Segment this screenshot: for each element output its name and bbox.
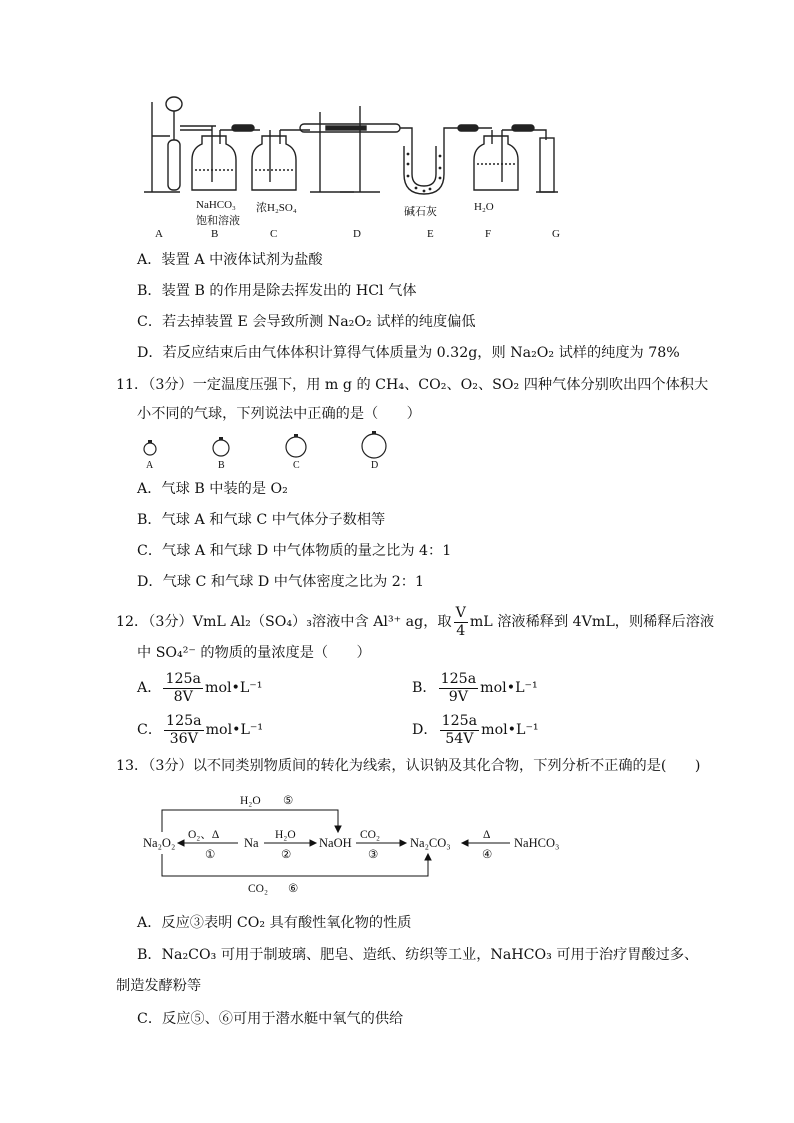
q12-option-d-num: 125a [441,712,478,729]
apparatus-label-d: D [353,228,361,240]
q12-option-a-den: 8V [173,688,193,705]
scheme-nahco3: NaHCO₃ [514,836,560,850]
q12-stem-line2: 中 SO₄²⁻ 的物质的量浓度是（ ） [137,645,371,661]
balloon-label-d: D [371,460,379,471]
balloon-label-b: B [218,460,225,471]
r5-number: ⑤ [283,795,294,807]
r6-number: ⑥ [288,883,299,895]
reaction-scheme [138,792,578,896]
q12-option-b-fraction [439,671,479,706]
reagent-c-label: 浓H₂SO₄ [256,202,297,214]
scheme-naoh: NaOH [319,836,352,850]
q10-option-d: D．若反应结束后由气体体积计算得气体质量为 0.32g，则 Na₂O₂ 试样的纯度为 78% [137,345,680,361]
q12-frac-den: 4 [456,622,466,639]
q12-option-c [137,710,263,750]
q12-option-b-letter: B． [412,680,437,696]
q12-option-b-unit: mol•L⁻¹ [480,680,538,696]
q12-option-d-den: 54V [445,730,474,747]
q12-option-a [137,668,262,708]
q12-stem-part1: 12．（3分）VmL Al₂（SO₄）₃溶液中含 Al³⁺ ag，取 [116,614,452,630]
q12-option-b-den: 9V [448,688,469,705]
apparatus-figure [140,92,570,200]
apparatus-label-b: B [211,228,219,240]
r6-condition: CO₂ [248,883,268,895]
r4-condition: Δ [483,829,491,841]
q12-option-d [412,710,539,750]
q11-option-c: C．气球 A 和气球 D 中气体物质的量之比为 4：1 [137,543,452,559]
scheme-na2co3: Na₂CO₃ [410,836,451,850]
q12-stem-fraction [454,605,468,640]
q12-option-b [412,668,538,708]
reagent-b-label-2: 饱和溶液 [196,215,240,227]
q13-option-c: C．反应⑤、⑥可用于潜水艇中氧气的供给 [137,1011,404,1027]
r1-condition: O₂、Δ [188,829,220,841]
scheme-na2o2: Na₂O₂ [143,836,176,850]
r1-number: ① [205,849,216,861]
q13-option-b-cont: 制造发酵粉等 [116,978,202,994]
apparatus-label-c: C [270,228,278,240]
q13-option-a: A．反应③表明 CO₂ 具有酸性氧化物的性质 [137,915,412,931]
balloon-figure [138,430,388,462]
q12-option-a-letter: A． [137,680,162,696]
q12-option-c-den: 36V [169,730,198,747]
q12-option-c-fraction [164,713,204,748]
q12-option-d-fraction [440,713,480,748]
q12-frac-num: V [455,604,466,621]
q12-option-d-unit: mol•L⁻¹ [481,722,539,738]
apparatus-label-a: A [155,228,163,240]
reagent-b-label: NaHCO₃ [196,199,236,211]
q13-stem: 13．（3分）以不同类别物质间的转化为线索，认识钠及其化合物，下列分析不正确的是( ) [116,758,701,774]
balloon-label-c: C [293,460,300,471]
apparatus-label-e: E [427,228,434,240]
q10-option-b: B．装置 B 的作用是除去挥发出的 HCl 气体 [137,283,417,299]
q12-option-a-num: 125a [165,670,201,687]
r5-condition: H₂O [240,795,261,807]
q12-option-c-unit: mol•L⁻¹ [205,722,264,738]
q12-option-c-num: 125a [166,712,202,729]
q11-stem-line2: 小不同的气球，下列说法中正确的是（ ） [137,406,421,422]
reagent-f-label: H₂O [474,201,494,213]
q13-option-b: B．Na₂CO₃ 可用于制玻璃、肥皂、造纸、纺织等工业，NaHCO₃ 可用于治疗胃酸过多、 [137,947,699,963]
apparatus-label-f: F [485,228,492,240]
q11-option-b: B．气球 A 和气球 C 中气体分子数相等 [137,512,386,528]
r3-condition: CO₂ [360,829,380,841]
balloon-label-a: A [146,460,154,471]
q11-stem-line1: 11．（3分）一定温度压强下，用 m g 的 CH₄、CO₂、O₂、SO₂ 四种气体分别吹出四个体积大 [116,377,709,393]
r4-number: ④ [482,849,493,861]
r3-number: ③ [368,849,379,861]
q12-option-c-letter: C． [137,722,163,738]
q12-option-b-num: 125a [440,670,477,687]
r2-condition: H₂O [275,829,296,841]
q12-option-a-fraction [163,671,203,706]
q12-stem-part2: mL 溶液稀释到 4VmL，则稀释后溶液 [469,614,715,630]
q12-option-a-unit: mol•L⁻¹ [204,680,263,696]
q11-option-a: A．气球 B 中装的是 O₂ [137,481,288,497]
q10-option-c: C．若去掉装置 E 会导致所测 Na₂O₂ 试样的纯度偏低 [137,314,476,330]
apparatus-label-g: G [552,228,560,240]
reagent-e-label: 碱石灰 [404,206,437,218]
q12-stem-line1 [116,602,714,642]
q11-option-d: D．气球 C 和气球 D 中气体密度之比为 2：1 [137,574,425,590]
q10-option-a: A．装置 A 中液体试剂为盐酸 [137,252,323,268]
scheme-na: Na [244,836,259,850]
q12-option-d-letter: D． [412,722,438,738]
r2-number: ② [281,849,292,861]
